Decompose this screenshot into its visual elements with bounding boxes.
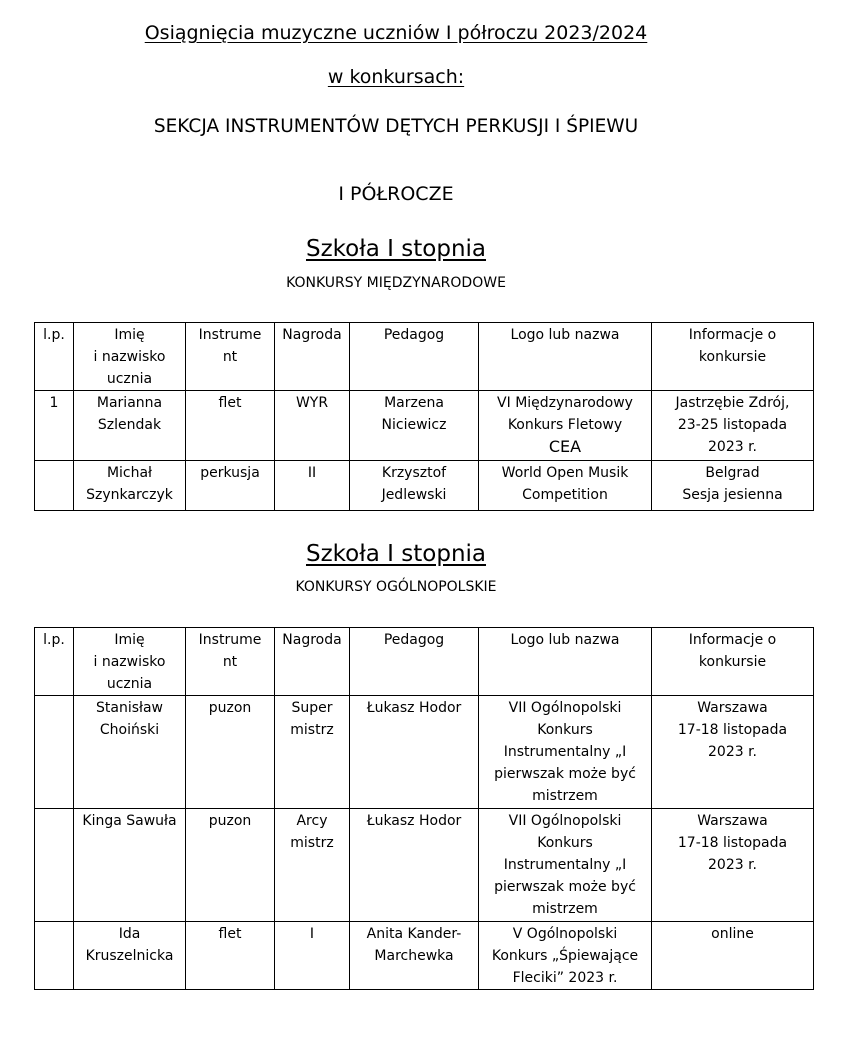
- table-row: [35, 391, 814, 461]
- cell-award: Arcy mistrz: [275, 809, 350, 922]
- table-row: [35, 922, 814, 990]
- cell-teacher: Łukasz Hodor: [350, 809, 479, 922]
- table-header-row: [35, 323, 814, 391]
- cell-name: Ida Kruszelnicka: [74, 922, 186, 990]
- header-info: Informacje o konkursie: [652, 323, 814, 391]
- cell-info: Warszawa 17-18 listopada 2023 r.: [652, 809, 814, 922]
- cell-teacher: Marzena Niciewicz: [350, 391, 479, 461]
- cell-instrument: perkusja: [186, 461, 275, 511]
- cell-lp: [35, 696, 74, 809]
- header-logo: Logo lub nazwa: [479, 628, 652, 696]
- table-row: [35, 809, 814, 922]
- header-award: Nagroda: [275, 323, 350, 391]
- international-results-table: [34, 322, 814, 511]
- cell-teacher: Łukasz Hodor: [350, 696, 479, 809]
- header-award: Nagroda: [275, 628, 350, 696]
- cell-name: Kinga Sawuła: [74, 809, 186, 922]
- national-results-table: [34, 627, 814, 990]
- cell-award: WYR: [275, 391, 350, 461]
- header-teacher: Pedagog: [350, 323, 479, 391]
- cell-instrument: flet: [186, 391, 275, 461]
- cell-info: online: [652, 922, 814, 990]
- cell-name: Michał Szynkarczyk: [74, 461, 186, 511]
- header-info: Informacje o konkursie: [652, 628, 814, 696]
- cell-teacher: Krzysztof Jedlewski: [350, 461, 479, 511]
- cell-info: Warszawa 17-18 listopada 2023 r.: [652, 696, 814, 809]
- cell-instrument: flet: [186, 922, 275, 990]
- cell-logo: VI Międzynarodowy Konkurs Fletowy CEA: [479, 391, 652, 461]
- cell-teacher: Anita Kander- Marchewka: [350, 922, 479, 990]
- section-heading: SEKCJA INSTRUMENTÓW DĘTYCH PERKUSJI I ŚPIEWU: [153, 116, 639, 137]
- header-lp: l.p.: [35, 628, 74, 696]
- header-instrument: Instrume nt: [186, 323, 275, 391]
- cell-logo: World Open Musik Competition: [479, 461, 652, 511]
- cell-award: II: [275, 461, 350, 511]
- cell-award: Super mistrz: [275, 696, 350, 809]
- cell-lp: 1: [35, 391, 74, 461]
- header-name: Imię i nazwisko ucznia: [74, 323, 186, 391]
- cell-instrument: puzon: [186, 696, 275, 809]
- cell-logo: V Ogólnopolski Konkurs „Śpiewające Fleciki” 2023 r.: [479, 922, 652, 990]
- cell-award: I: [275, 922, 350, 990]
- cell-name: Stanisław Choiński: [74, 696, 186, 809]
- school-level-heading-national: Szkoła I stopnia: [305, 541, 487, 567]
- cell-name: Marianna Szlendak: [74, 391, 186, 461]
- header-teacher: Pedagog: [350, 628, 479, 696]
- table-row: [35, 461, 814, 511]
- cell-info: Belgrad Sesja jesienna: [652, 461, 814, 511]
- header-name: Imię i nazwisko ucznia: [74, 628, 186, 696]
- cell-lp: [35, 809, 74, 922]
- cell-logo: VII Ogólnopolski Konkurs Instrumentalny „I pierwszak może być mistrzem: [479, 809, 652, 922]
- cell-logo: VII Ogólnopolski Konkurs Instrumentalny „I pierwszak może być mistrzem: [479, 696, 652, 809]
- table-row: [35, 696, 814, 809]
- table-header-row: [35, 628, 814, 696]
- cell-info: Jastrzębie Zdrój, 23-25 listopada 2023 r.: [652, 391, 814, 461]
- school-level-heading-intl: Szkoła I stopnia: [305, 236, 487, 262]
- cell-instrument: puzon: [186, 809, 275, 922]
- header-lp: l.p.: [35, 323, 74, 391]
- header-instrument: Instrume nt: [186, 628, 275, 696]
- cell-lp: [35, 461, 74, 511]
- category-heading-intl: KONKURSY MIĘDZYNARODOWE: [286, 275, 506, 291]
- document-title: Osiągnięcia muzyczne uczniów I półroczu 2023/2024: [144, 22, 648, 44]
- header-logo: Logo lub nazwa: [479, 323, 652, 391]
- cea-logo-text: CEA: [548, 437, 582, 456]
- cell-lp: [35, 922, 74, 990]
- semester-heading: I PÓŁROCZE: [338, 183, 454, 205]
- document-subtitle: w konkursach:: [327, 66, 465, 88]
- category-heading-national: KONKURSY OGÓLNOPOLSKIE: [295, 579, 497, 595]
